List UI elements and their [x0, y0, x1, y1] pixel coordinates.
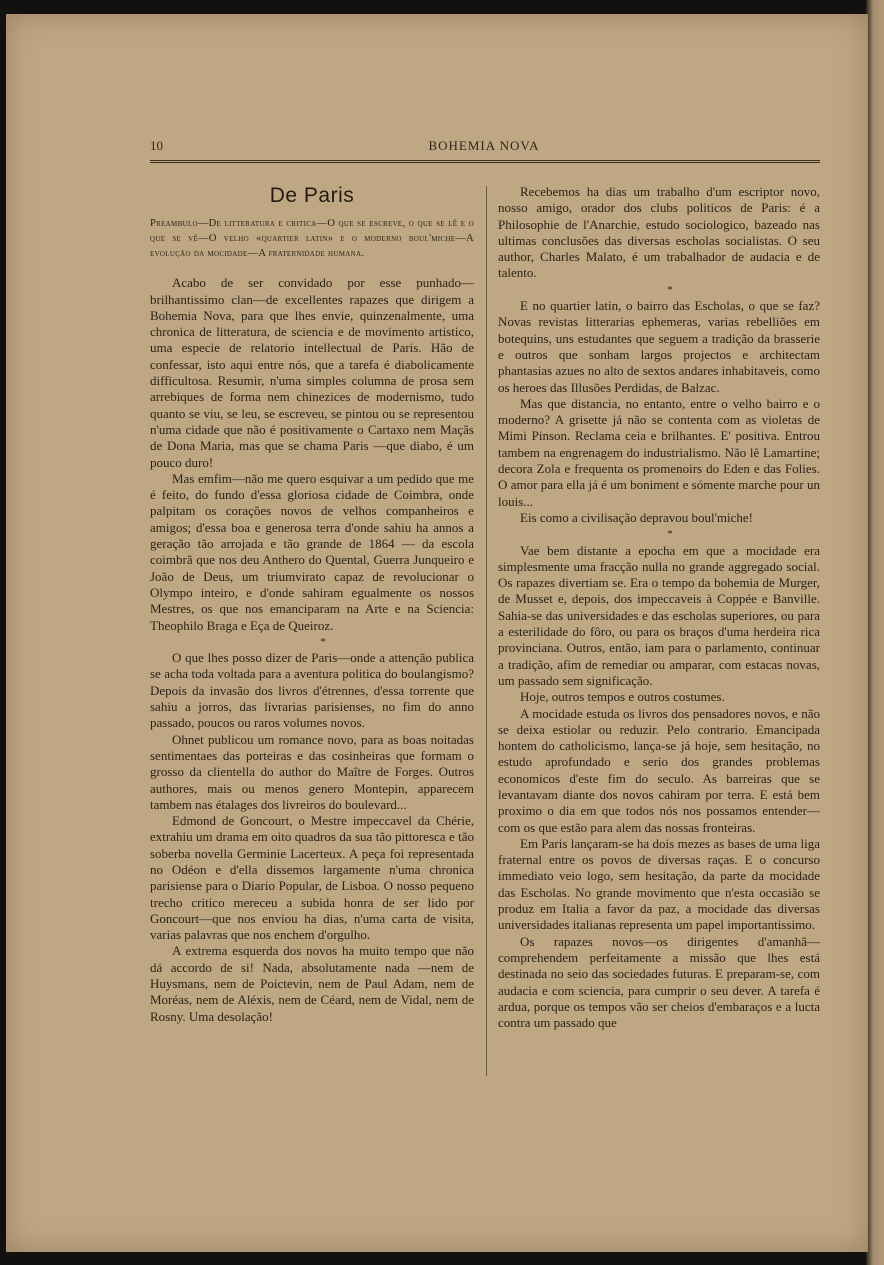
- paragraph: Vae bem distante a epocha em que a mocidade era simplesmente uma fracção nulla no grande aggregado social. Os rapazes divertiam se. Era o tempo da bohemia de Murger, de Musset e, depois, dos impeccaveis à Coppée e Banville. Sahia-se das universidades e das escholas superiores, ou para a esterilidade do fôro, ou para os braços d'uma herdeira rica provinciana. Outros, então, iam para o parlamento, continuar a tradição, afim de remediar ou amparar, com estacas novas, um passado sem significação.: [498, 542, 820, 688]
- article-preamble: Preambulo—De litteratura e critica—O que se escreve, o que se lê e o que se vê—O velho «quartier latin» e o moderno boul'miche—A evolução da mocidade—A fraternidade humana.: [150, 218, 474, 260]
- paragraph: Mas emfim—não me quero esquivar a um pedido que me é feito, do fundo d'essa gloriosa cidade de Coimbra, onde palpitam os corações novos de velhos companheiros e amigos; d'essa boa e generosa terra d'onde sahiu ha annos a geração tão arrojada e tão grande de 1864 — da escola coimbrã que nos deu Anthero do Quental, Guerra Junqueiro e João de Deus, um triumvirato capaz de revolucionar o Olympo inteiro, e d'onde sahiram egualmente os nossos Mestres, os que nos emanciparam na Arte e na Sciencia: Theophilo Braga e Eça de Queiroz.: [150, 470, 474, 633]
- page-number: 10: [150, 138, 163, 153]
- paragraph: E no quartier latin, o bairro das Escholas, o que se faz? Novas revistas litterarias ephemeras, varias rebelliões em botequins, uns estudantes que seguem a tradição da brasserie e outros que sonham largos projectos e architectam phantasias azues no alto de sextos andares inhabitaveis, como os heroes das Illusões Perdidas, de Balzac.: [498, 298, 820, 395]
- paragraph: Edmond de Goncourt, o Mestre impeccavel da Chérie, extrahiu um drama em oito quadros da sua tão pittoresca e tão soberba novella Germinie Lacerteux. A peça foi representada no Odéon e d'ella dissemos largamente n'uma chronica parisiense para o Diario Popular, de Lisboa. O nosso pequeno trecho critico mereceu a subida honra de ser lido por Goncourt—que nos enviou ha dias, n'uma carta de visita, varias palavras que nos enchem d'orgulho.: [150, 813, 474, 943]
- section-separator: *: [667, 528, 673, 541]
- left-column: [150, 184, 474, 1025]
- section-separator: *: [667, 283, 673, 296]
- paragraph: Recebemos ha dias um trabalho d'um escriptor novo, nosso amigo, orador dos clubs politicos de Paris: é a Philosophie de l'Anarchie, estudo sociologico, bazeado nas ultimas conclusões das diversas escholas socialistas. O seu author, Charles Malato, é um trabalhador de audacia e de talento.: [498, 184, 820, 281]
- article-title: De Paris: [269, 184, 355, 207]
- journal-name: BOHEMIA NOVA: [428, 138, 540, 153]
- paragraph: O que lhes posso dizer de Paris—onde a attenção publica se acha toda voltada para a aventura politica do boulangismo? Depois da invasão dos livros d'étrennes, d'essa torrente que sahiu a jorros, das livrarias parisienses, no fim do anno passado, poucos ou raros volumes novos.: [150, 650, 474, 731]
- paragraph: Hoje, outros tempos e outros costumes.: [520, 689, 725, 705]
- paragraph: A mocidade estuda os livros dos pensadores novos, e não se deixa estiolar ou reduzir. Pelo contrario. Emancipada hontem do catholicismo, lança-se já hoje, sem hesitação, no estudo aprofundado e serio dos grandes problemas economicos d'este fim do seculo. As barreiras que se levantavam diante dos novos cahiram por terra. E está bem proximo o dia em que todos nós nos possamos entender—com os que estão para alem das nossas fronteiras.: [498, 705, 820, 835]
- header-rule: [150, 160, 820, 163]
- adjacent-page-edge: [866, 0, 884, 1265]
- paragraph: Eis como a civilisação depravou boul'miche!: [520, 509, 754, 525]
- column-divider: [486, 186, 487, 1076]
- paragraph: A extrema esquerda dos novos ha muito tempo que não dá accordo de si! Nada, absolutamente nada —nem de Huysmans, nem de Poictevin, nem de Paul Adam, nem de Moréas, nem de Aléxis, nem de Céard, nem de Vidal, nem de Rosny. Uma desolação!: [150, 943, 474, 1024]
- running-head: [150, 136, 818, 154]
- paragraph: Acabo de ser convidado por esse punhado—brilhantissimo clan—de excellentes rapazes que dirigem a Bohemia Nova, para que lhes envie, quinzenalmente, uma chronica de litteratura, de sciencia e de movimento artistico, uma especie de relatorio intellectual de Paris. Hão de confessar, isto aqui entre nós, que a tarefa é diabolicamente difficultosa. Resumir, n'uma simples columna de prosa sem arrebiques de forma nem chinezices de modernismo, tudo quanto se viu, se leu, se escreveu, se pintou ou se representou n'uma cidade que não é positivamente o Cartaxo nem Maçãs de Dona Maria, mas que se chama Paris —que diabo, é um pouco duro!: [150, 275, 474, 470]
- paragraph: Ohnet publicou um romance novo, para as boas noitadas sentimentaes das porteiras e das cosinheiras que formam o grosso da clientella do author do Maître de Forges. Outros authores, mais ou menos genero Montepin, apparecem tambem nas étalages dos livreiros do boulevard...: [150, 731, 474, 812]
- paragraph: Em Paris lançaram-se ha dois mezes as bases de uma liga fraternal entre os povos de diversas raças. E o concurso immediato veio logo, sem hesitação, da parte da mocidade das Escholas. No grande movimento que n'esta occasião se produz em Italia a favor da paz, a mocidade das diversas universidades italianas representa um papel importantissimo.: [498, 835, 820, 933]
- paragraph: Mas que distancia, no entanto, entre o velho bairro e o moderno? A grisette já não se contenta com as violetas de Mimi Pinson. Reclama ceia e brilhantes. E' positiva. Entrou tambem na engrenagem do industrialismo. Não lê Lamartine; decora Zola e frequenta os promenoirs do Eden e das Folies. O amor para ella já é um boniment e sómente marche pour un louis...: [498, 395, 820, 509]
- right-column: [498, 184, 820, 1031]
- paragraph: Os rapazes novos—os dirigentes d'amanhã—comprehendem perfeitamente a missão que lhes está destinada no seio das sociedades futuras. E preparam-se, com audacia e com sciencia, para cumprir o seu dever. A tarefa é ardua, porque os tempos vão ser cheios d'embaraços e a lucta contra um passado que: [498, 933, 820, 1031]
- section-separator: *: [320, 635, 326, 648]
